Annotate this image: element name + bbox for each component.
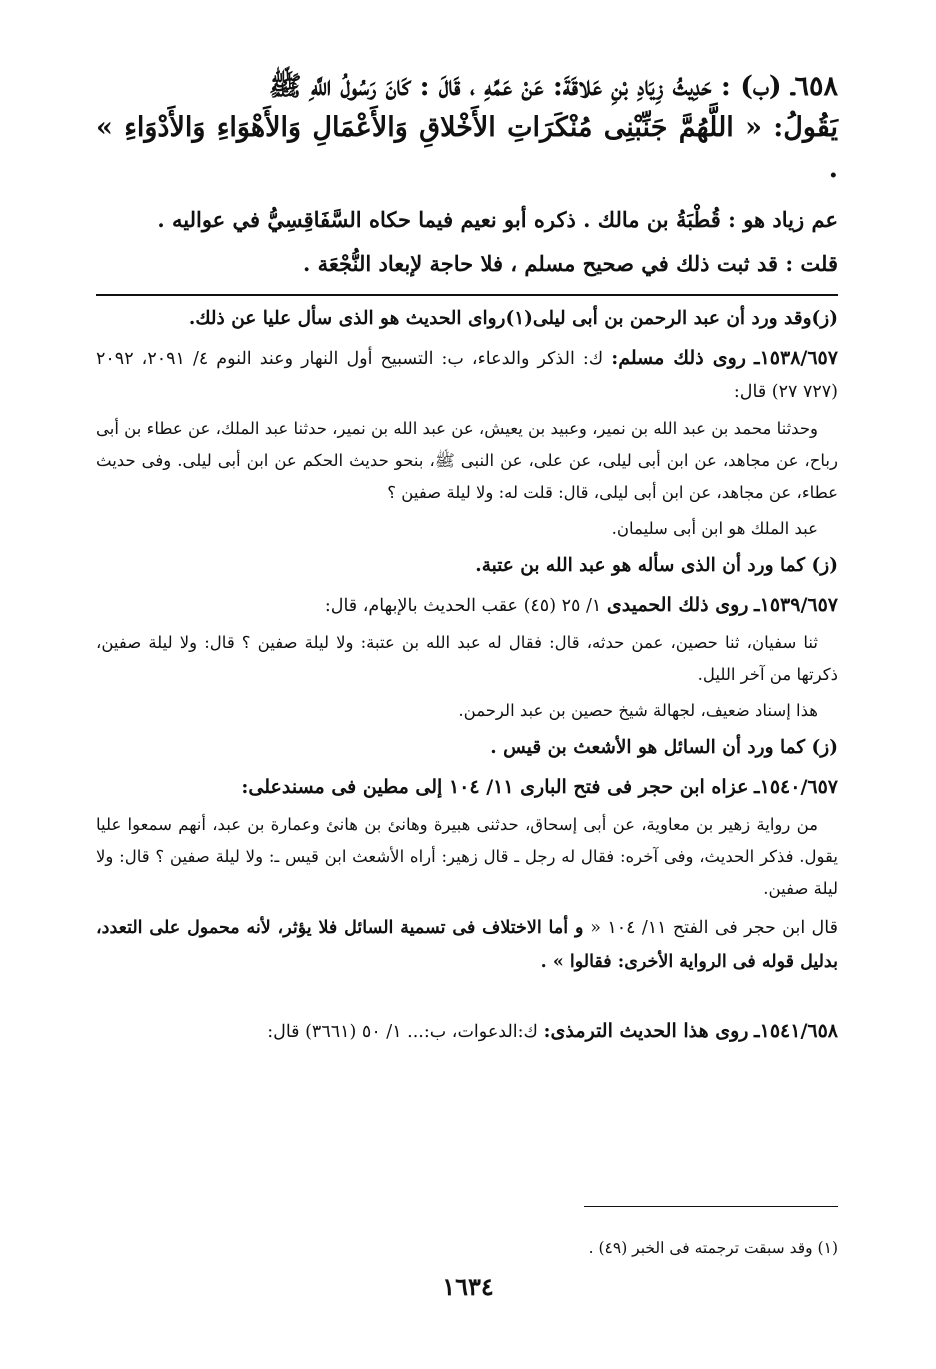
page-content [96,66,838,1053]
reference-1538 [96,342,838,409]
section-divider [96,294,838,296]
reference-1541 [96,1015,838,1049]
hadith-text [96,66,838,189]
reference-1539 [96,589,838,623]
footnote-divider [584,1206,838,1207]
quote-text: و أما الاختلاف فى تسمية السائل فلا يؤثر، لأنه محمول على التعدد، بدليل قوله فى الرواية الأخرى: فقالوا [96,918,838,972]
note-uncle: عم زياد هو : قُطْبَةُ بن مالك . ذكره أبو نعيم فيما حكاه السَّفَاقِسِيُّ في عواليه . [157,207,838,232]
reference-detail: ١/ ٢٥ (٤٥) عقب الحديث بالإبهام، قال: [324,596,602,616]
reference-detail: ك: الذكر والدعاء، ب: التسبيح أول النهار وعند النوم ٤/ ٢٠٩١، ٢٠٩٢ (٧٢٧ ٢٧) قال: [96,349,838,402]
quote-end: » . [540,952,564,972]
note-sahih: قلت : قد ثبت ذلك في صحيح مسلم ، فلا حاجة لإبعاد النُّجْعَة . [303,251,838,276]
reference-number: ١٥٤١/٦٥٨ـ [754,1020,838,1042]
addition-note-3: (ز) كما ورد أن السائل هو الأشعث بن قيس . [490,737,838,758]
addition-note-2: (ز) كما ورد أن الذى سأله هو عبد الله بن عتبة. [475,555,838,576]
reference-lead: روى هذا الحديث الترمذى: [543,1020,749,1042]
reference-lead: عزاه ابن حجر فى فتح البارى ١١/ ١٠٤ إلى مطين فى مسندعلى: [241,776,749,798]
hadith-line-2: يَقُولُ: « اللَّهُمَّ جَنِّبْنِى مُنْكَرَاتِ الأَخْلاقِ وَالأَعْمَالِ وَالأَهْوَاءِ وَالأَدْوَاءِ » . [96,112,839,184]
reference-detail: ك:الدعوات، ب:... ١/ ٥٠ (٣٦٦١) قال: [267,1022,538,1042]
narrator-note: عبد الملك هو ابن أبى سليمان. [611,519,818,538]
narration-text: وحدثنا محمد بن عبد الله بن نمير، وعبيد بن يعيش، عن عبد الله بن نمير، حدثنا عبد الملك، عن عطاء بن أبى رباح، عن مجاهد، عن ابن أبى ليلى، عن على، عن النبى ﷺ، بنحو حديث الحكم عن ابن أبى ليلى. وفى حديث عطاء، عن مجاهد، عن ابن أبى ليلى، قال: قلت له: ولا ليلة صفين ؟ [96,419,838,502]
page-number: ١٦٣٤ [442,1272,494,1301]
hadith-line-1: ٦٥٨ـ (ب) : حَدِيثُ زِيَادِ بْنِ عَلاقَةَ: عَنْ عَمِّهِ ، قَالَ : كَانَ رَسُولُ اللَّهِ ﷺ [268,71,838,102]
reference-number: ١٥٣٩/٦٥٧ـ [754,594,838,616]
reference-1540 [96,771,838,805]
narration-text: ثنا سفيان، ثنا حصين، عمن حدثه، قال: فقال له عبد الله بن عتبة: ولا ليلة صفين ؟ قال: ولا ليلة صفين، ذكرتها من آخر الليل. [96,633,838,684]
ibn-hajar-quote [96,911,838,979]
spacer [96,983,838,1009]
addition-note-1: (ز)وقد ورد أن عبد الرحمن بن أبى ليلى(١)رواى الحديث هو الذى سأل عليا عن ذلك. [188,308,838,329]
header-block [96,66,838,286]
reference-lead: روى ذلك الحميدى [606,594,749,616]
narration-text: من رواية زهير بن معاوية، عن أبى إسحاق، حدثنى هبيرة وهانئ بن هانئ وعمارة بن عبد، أنهم سمعوا عليا يقول. فذكر الحديث، وفى آخره: فقال له رجل ـ قال زهير: أراه الأشعث ابن قيس ـ: ولا ليلة صفين ؟ قال: ولا ليلة صفين. [96,815,838,898]
reference-number: ١٥٤٠/٦٥٧ـ [754,776,838,798]
reference-number: ١٥٣٨/٦٥٧ـ [754,347,838,369]
isnad-note: هذا إسناد ضعيف، لجهالة شيخ حصين بن عبد الرحمن. [458,701,818,720]
quote-source: قال ابن حجر فى الفتح ١١/ ١٠٤ « [590,918,838,938]
footnote: (١) وقد سبقت ترجمته فى الخبر (٤٩) . [588,1238,838,1257]
reference-lead: روى ذلك مسلم: [611,347,746,369]
